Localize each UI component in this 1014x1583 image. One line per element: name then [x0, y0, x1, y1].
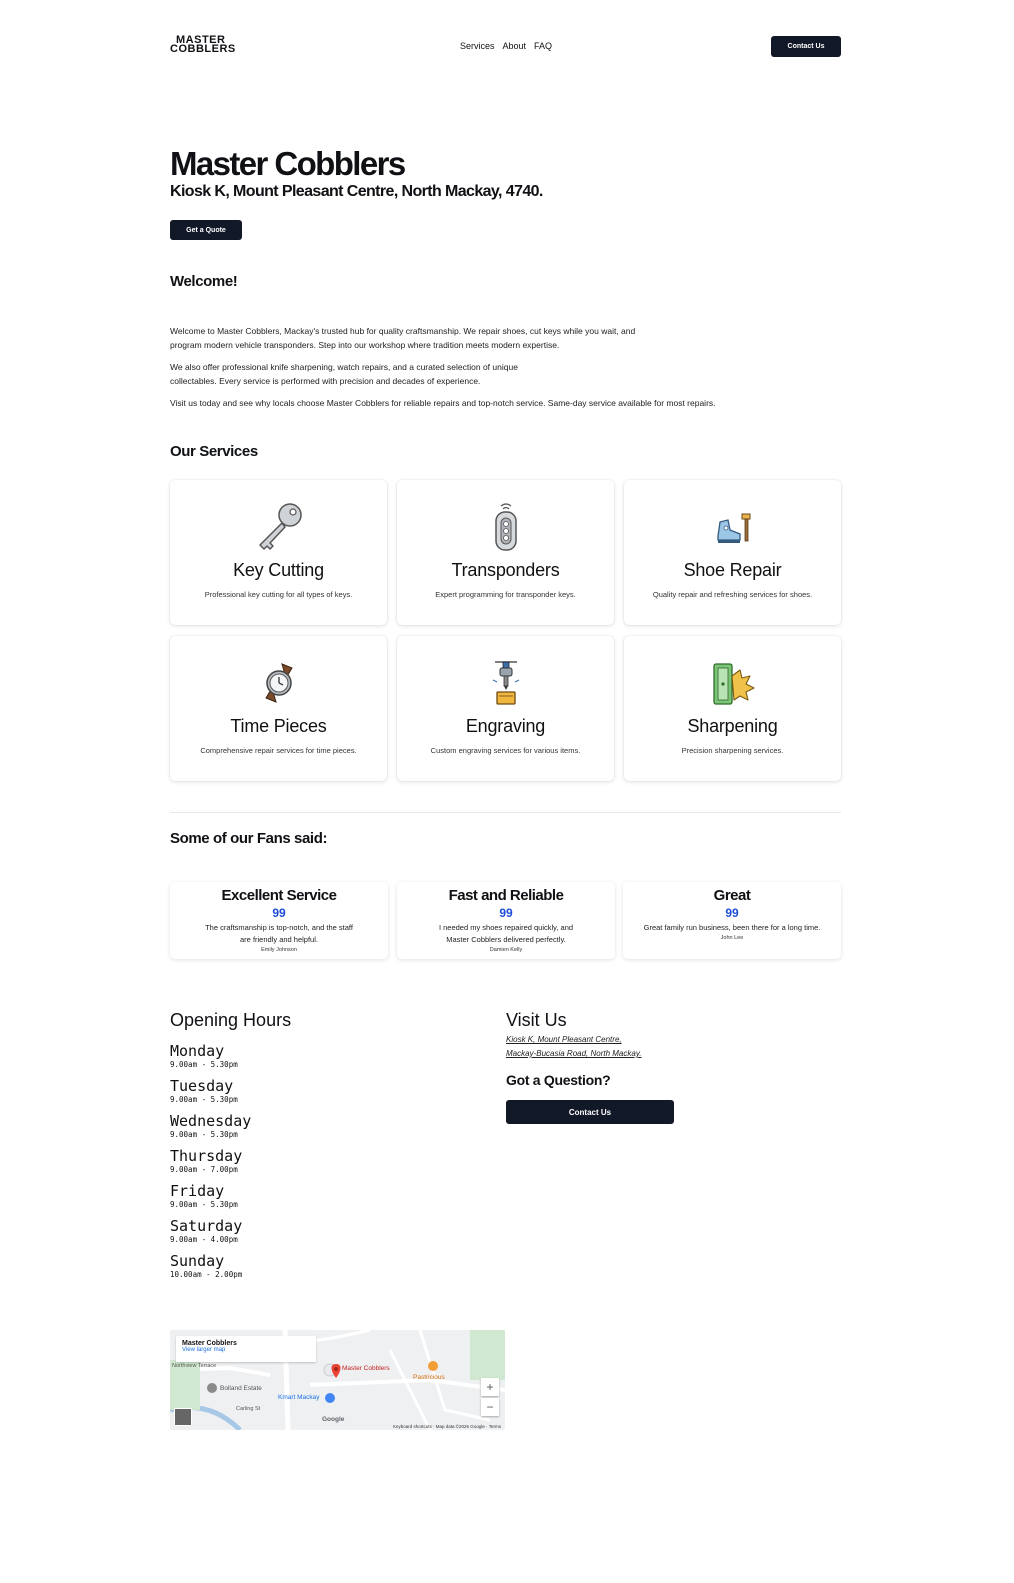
page-title: Master Cobblers — [170, 145, 405, 182]
opening-hours-heading: Opening Hours — [170, 1010, 292, 1030]
service-card-engraving[interactable] — [397, 636, 614, 781]
car-remote-icon — [397, 500, 614, 554]
question-heading: Got a Question? — [506, 1072, 611, 1088]
day-hours: 9.00am - 5.30pm — [170, 1200, 238, 1209]
testimonial-text: The craftsmanship is top-notch, and the staff are friendly and helpful. — [205, 923, 353, 944]
nav-faq[interactable]: FAQ — [534, 41, 553, 51]
service-card-key-cutting[interactable] — [170, 480, 387, 625]
map-pin-label[interactable]: Master Cobblers — [342, 1365, 390, 1372]
service-title: Key Cutting — [233, 560, 324, 580]
quote-icon: 99 — [272, 906, 286, 920]
visit-us-heading: Visit Us — [506, 1010, 567, 1030]
day-hours: 9.00am - 5.30pm — [170, 1060, 238, 1069]
map-label-street: Carling St — [236, 1406, 261, 1412]
welcome-heading: Welcome! — [170, 273, 238, 290]
contact-us-button[interactable]: Contact Us — [771, 36, 841, 57]
view-larger-map-link[interactable]: View larger map — [182, 1347, 226, 1353]
watch-icon — [170, 656, 387, 710]
testimonial-author: Emily Johnson — [261, 947, 297, 953]
engraving-icon — [397, 656, 614, 710]
testimonial-card — [623, 882, 841, 959]
testimonial-text: I needed my shoes repaired quickly, and Master Cobblers delivered perfectly. — [438, 923, 574, 944]
testimonial-title: Fast and Reliable — [448, 887, 564, 904]
day-label: Thursday — [170, 1147, 243, 1165]
service-title: Time Pieces — [230, 716, 327, 736]
day-label: Wednesday — [170, 1112, 252, 1130]
address-line-2: Mackay-Bucasia Road, North Mackay. — [506, 1049, 642, 1058]
map-label-poi[interactable]: Pastricious — [413, 1374, 445, 1381]
day-hours: 9.00am - 4.00pm — [170, 1235, 238, 1244]
service-card-shoe-repair[interactable] — [624, 480, 841, 625]
hero-address: Kiosk K, Mount Pleasant Centre, North Mackay, 4740. — [170, 183, 543, 200]
service-description: Professional key cutting for all types of keys. — [204, 590, 353, 599]
logo-line-2: COBBLERS — [170, 43, 236, 55]
service-title: Transponders — [451, 560, 560, 580]
day-label: Tuesday — [170, 1077, 234, 1095]
logo[interactable] — [170, 36, 250, 54]
services-heading: Our Services — [170, 443, 258, 460]
map-label-street: Northview Terrace — [172, 1363, 217, 1369]
day-label: Friday — [170, 1182, 225, 1200]
testimonials-heading: Some of our Fans said: — [170, 830, 328, 847]
embedded-map[interactable] — [170, 1330, 505, 1430]
service-title: Shoe Repair — [683, 560, 782, 580]
logo-line-1: MASTER — [176, 34, 226, 46]
street-view-thumbnail[interactable] — [174, 1408, 192, 1426]
address-link[interactable] — [506, 1033, 641, 1061]
get-quote-button[interactable]: Get a Quote — [170, 220, 242, 240]
welcome-paragraph-3: Visit us today and see why locals choose Master Cobblers for reliable repairs and top-notch service. Same-day service available for most repairs. — [170, 398, 716, 408]
quote-icon: 99 — [725, 906, 739, 920]
testimonial-author: John Lee — [720, 935, 744, 941]
welcome-paragraph-1: Welcome to Master Cobblers, Mackay's trusted hub for quality craftsmanship. We repair shoes, cut keys while you wait, and program modern vehicle transponders. Step into our workshop where tradition meets modern expertise. — [170, 326, 636, 350]
main-nav — [460, 41, 552, 51]
testimonial-title: Great — [713, 887, 751, 904]
nav-services[interactable]: Services — [460, 41, 495, 51]
service-title: Engraving — [465, 716, 546, 736]
day-label: Sunday — [170, 1252, 225, 1270]
day-hours: 9.00am - 5.30pm — [170, 1130, 238, 1139]
testimonial-text: Great family run business, been there for a long time. — [643, 923, 821, 932]
day-hours: 9.00am - 5.30pm — [170, 1095, 238, 1104]
welcome-paragraph-2: We also offer professional knife sharpening, watch repairs, and a curated selection of unique collectables. Every service is performed with precision and decades of experience. — [170, 362, 518, 386]
nav-about[interactable]: About — [502, 41, 527, 51]
testimonial-title: Excellent Service — [221, 887, 337, 904]
shoe-repair-icon — [624, 500, 841, 554]
service-description: Precision sharpening services. — [681, 746, 784, 755]
sharpening-icon — [624, 656, 841, 710]
map-label-kmart[interactable]: Kmart Mackay — [278, 1394, 320, 1401]
service-card-transponders[interactable] — [397, 480, 614, 625]
address-line-1: Kiosk K, Mount Pleasant Centre, — [506, 1035, 622, 1044]
contact-us-button-bottom[interactable]: Contact Us — [506, 1100, 674, 1124]
service-title: Sharpening — [687, 716, 778, 736]
zoom-out-button[interactable]: − — [481, 1398, 499, 1416]
map-label-estate: Bolland Estate — [220, 1385, 262, 1392]
testimonial-card — [397, 882, 615, 959]
google-logo: Google — [322, 1416, 345, 1423]
day-hours: 9.00am - 7.00pm — [170, 1165, 238, 1174]
zoom-in-button[interactable]: + — [481, 1378, 499, 1396]
section-divider — [170, 812, 841, 813]
service-card-time-pieces[interactable] — [170, 636, 387, 781]
quote-icon: 99 — [499, 906, 513, 920]
service-description: Quality repair and refreshing services for shoes. — [652, 590, 813, 599]
map-info-card — [176, 1336, 316, 1362]
testimonial-card — [170, 882, 388, 959]
day-hours: 10.00am - 2.00pm — [170, 1270, 243, 1279]
map-footer[interactable]: Keyboard shortcuts · Map data ©2025 Google · Terms — [392, 1424, 501, 1429]
service-description: Expert programming for transponder keys. — [435, 590, 576, 599]
service-description: Custom engraving services for various items. — [430, 746, 581, 755]
key-icon — [170, 500, 387, 554]
service-description: Comprehensive repair services for time pieces. — [200, 746, 357, 755]
day-label: Monday — [170, 1042, 225, 1060]
day-label: Saturday — [170, 1217, 243, 1235]
testimonial-author: Damien Kelly — [489, 947, 523, 953]
opening-hours-list — [170, 1043, 251, 1288]
map-place-name: Master Cobblers — [182, 1340, 237, 1347]
service-card-sharpening[interactable] — [624, 636, 841, 781]
